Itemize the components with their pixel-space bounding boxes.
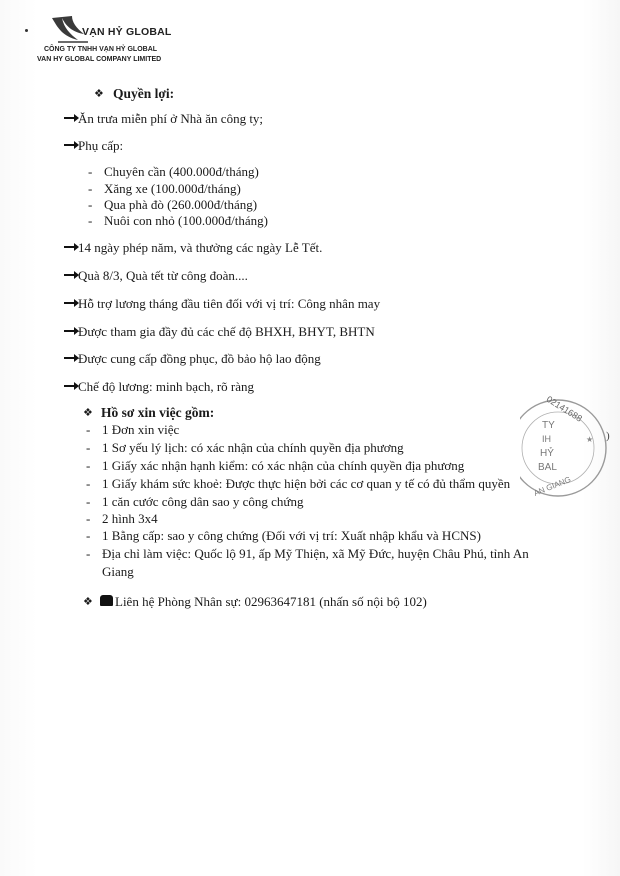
work-address: Địa chỉ làm việc: Quốc lộ 91, ấp Mỹ Thiện, xã Mỹ Đức, huyện Châu Phú, tỉnh An — [102, 546, 529, 561]
arrow-icon — [64, 117, 76, 119]
dash-bullet: - — [88, 213, 93, 228]
document-item: 1 Giấy khám sức khoẻ: Được thực hiện bởi các cơ quan y tế có đủ thẩm quyền — [102, 476, 511, 491]
stamp-line4: BAL — [538, 462, 557, 473]
document-item: 1 Sơ yếu lý lịch: có xác nhận của chính quyền địa phương — [102, 440, 404, 455]
stamp-line1: TY — [542, 420, 555, 431]
dash-bullet: - — [86, 458, 91, 473]
stamp-bottom: AN GIANG — [532, 474, 573, 498]
stamp-star-icon: ★ — [586, 435, 594, 444]
benefit-salary-policy: Chế độ lương: minh bạch, rõ ràng — [64, 379, 254, 395]
dash-bullet: - — [86, 528, 91, 543]
company-name-vi: CÔNG TY TNHH VẠN HỶ GLOBAL — [44, 46, 158, 53]
dash-bullet: - — [88, 181, 93, 196]
diamond-bullet-icon: ❖ — [83, 407, 93, 419]
dash-bullet: - — [86, 494, 91, 509]
brand-name: VẠN HỶ GLOBAL — [82, 26, 172, 38]
allowance-item: Chuyên cần (400.000đ/tháng) — [104, 164, 259, 179]
contact-line: Liên hệ Phòng Nhân sự: 02963647181 (nhấn số nội bộ 102) — [100, 594, 427, 610]
dash-bullet: - — [88, 197, 93, 212]
arrow-icon — [64, 274, 76, 276]
dash-bullet: - — [86, 440, 91, 455]
company-stamp — [520, 392, 620, 502]
benefit-leave: 14 ngày phép năm, và thưởng các ngày Lễ Tết. — [64, 240, 322, 256]
benefits-title: Quyền lợi: — [113, 86, 175, 101]
documents-title: Hồ sơ xin việc gồm: — [101, 405, 215, 420]
dash-bullet: - — [86, 546, 91, 561]
dash-bullet: - — [86, 511, 91, 526]
dash-bullet: - — [86, 422, 91, 437]
allowance-item: Xăng xe (100.000đ/tháng) — [104, 181, 241, 196]
scan-dot — [25, 29, 28, 32]
document-item: 2 hình 3x4 — [102, 511, 158, 526]
arrow-icon — [64, 144, 76, 146]
work-address-cont: Giang — [102, 564, 134, 579]
allowance-item: Qua phà đò (260.000đ/tháng) — [104, 197, 258, 212]
arrow-icon — [64, 385, 76, 387]
arrow-icon — [64, 302, 76, 304]
benefit-insurance: Được tham gia đầy đủ các chế độ BHXH, BHYT, BHTN — [64, 324, 375, 340]
arrow-icon — [64, 330, 76, 332]
document-item: 1 Đơn xin việc — [102, 422, 180, 437]
diamond-bullet-icon: ❖ — [83, 596, 93, 608]
company-name-en: VAN HY GLOBAL COMPANY LIMITED — [37, 56, 162, 63]
dash-bullet: - — [88, 164, 93, 179]
benefit-lunch: Ăn trưa miễn phí ở Nhà ăn công ty; — [64, 111, 263, 127]
arrow-icon — [64, 357, 76, 359]
document-item: 1 Bằng cấp: sao y công chứng (Đối với vị trí: Xuất nhập khẩu và HCNS) — [102, 528, 481, 543]
allowance-item: Nuôi con nhỏ (100.000đ/tháng) — [104, 213, 268, 228]
document-item: 1 căn cước công dân sao y công chứng — [102, 494, 304, 509]
stamp-number: 02141688 — [544, 393, 584, 424]
allowance-title: Phụ cấp: — [64, 138, 123, 154]
stamp-line3: HỶ — [540, 448, 554, 459]
benefit-salary-support: Hỗ trợ lương tháng đầu tiên đối với vị trí: Công nhân may — [64, 296, 380, 312]
edge-mark: ) — [606, 430, 610, 442]
diamond-bullet-icon: ❖ — [94, 88, 104, 100]
arrow-icon — [64, 246, 76, 248]
phone-icon — [100, 595, 113, 606]
benefit-gifts: Quà 8/3, Quà tết từ công đoàn.... — [64, 268, 248, 284]
stamp-line2: IH — [542, 434, 551, 444]
document-item: 1 Giấy xác nhận hạnh kiểm: có xác nhận của chính quyền địa phương — [102, 458, 465, 473]
benefit-uniform: Được cung cấp đồng phục, đồ bảo hộ lao động — [64, 351, 321, 367]
dash-bullet: - — [86, 476, 91, 491]
